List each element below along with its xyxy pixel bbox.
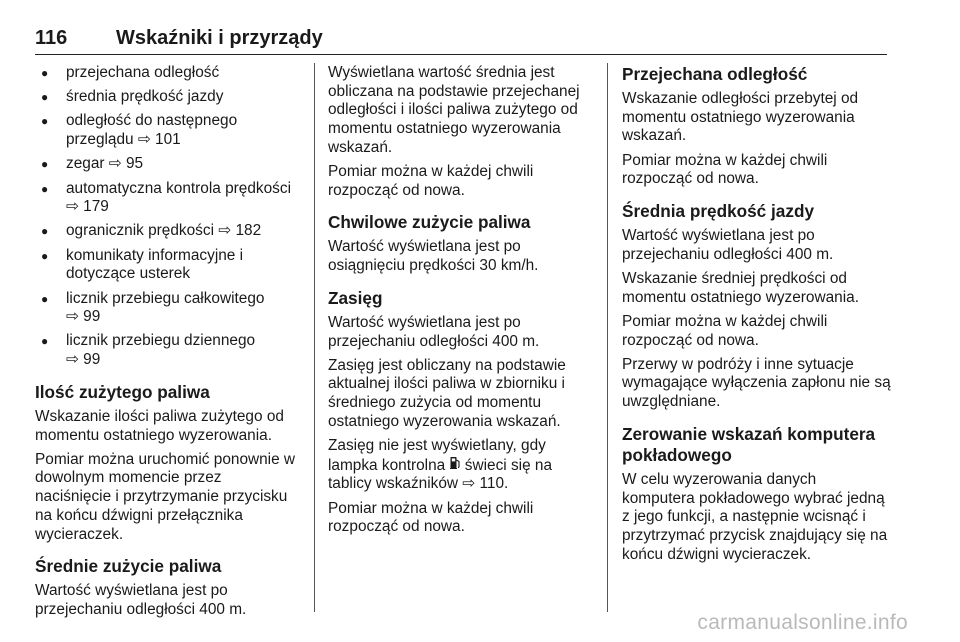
column-divider xyxy=(607,63,608,612)
paragraph: Wyświetlana wartość średnia jest obliczana na podstawie przejechanej odległości i ilości paliwa zużytego od momentu ostatniego wyzerowania wskazań. xyxy=(328,64,580,156)
paragraph: Wskazanie ilości paliwa zużytego od momentu ostatniego wyzerowania. xyxy=(35,407,284,444)
list-item: ● zegar ⇨ 95 xyxy=(35,155,297,174)
page-reference-link[interactable]: ⇨ 179 xyxy=(66,198,109,216)
paragraph: Pomiar można w każdej chwili rozpocząć od nowa. xyxy=(328,499,534,536)
list-item: ● przejechana odległość xyxy=(35,64,297,83)
column-divider xyxy=(314,63,315,612)
section-heading: Zasięg xyxy=(328,287,383,308)
paragraph: Wartość wyświetlana jest po przejechaniu odległości 400 m. xyxy=(35,582,247,618)
paragraph: W celu wyzerowania danych komputera pokładowego wybrać jedną z jego funkcji, a następnie wcisnąć i przytrzymać przycisk znajdujący się na końcu dźwigni wycieraczek. xyxy=(622,470,888,563)
paragraph: Wskazanie odległości przebytej od momentu ostatniego wyzerowania wskazań. xyxy=(622,90,859,145)
list-item: ● licznik przebiegu dziennego ⇨ 99 xyxy=(35,332,297,369)
paragraph: Zasięg jest obliczany na podstawie aktualnej ilości paliwa w zbiorniku i średniego zużycia od momentu ostatniego wyzerowania wskazań. xyxy=(328,356,566,430)
paragraph: Przerwy w podróży i inne sytuacje wymagające wyłączenia zapłonu nie są uwzględniane. xyxy=(622,355,891,411)
page-title: Wskaźniki i przyrządy xyxy=(116,27,323,49)
page-reference-link[interactable]: ⇨ 99 xyxy=(66,308,101,326)
list-item: ● średnia prędkość jazdy xyxy=(35,88,297,107)
paragraph: Wartość wyświetlana jest po przejechaniu odległości 400 m. xyxy=(622,227,834,263)
column-left xyxy=(35,64,297,625)
list-item: ● komunikaty informacyjne i dotyczące usterek xyxy=(35,247,297,284)
page-reference-link[interactable]: ⇨ 99 xyxy=(66,351,101,369)
page-reference-link[interactable]: ⇨ 101 xyxy=(137,131,181,149)
paragraph: Wskazanie średniej prędkości od momentu ostatniego wyzerowania. xyxy=(622,269,859,306)
function-list xyxy=(35,64,297,370)
section-heading: Ilość zużytego paliwa xyxy=(35,381,210,402)
page-number: 116 xyxy=(35,27,68,49)
paragraph: Pomiar można w każdej chwili rozpocząć od nowa. xyxy=(622,151,828,188)
section-heading: Zerowanie wskazań komputera pokładowego xyxy=(622,423,876,465)
paragraph: Pomiar można w każdej chwili rozpocząć od nowa. xyxy=(328,163,534,199)
section-heading: Średnia prędkość jazdy xyxy=(622,201,814,222)
list-item: ● licznik przebiegu całkowitego ⇨ 99 xyxy=(35,290,297,327)
section-heading: Przejechana odległość xyxy=(622,64,808,84)
column-middle xyxy=(328,64,596,543)
paragraph: Pomiar można uruchomić ponownie w dowolnym momencie przez naciśnięcie i przytrzymanie przycisku na końcu dźwigni przełącznika wycieraczek. xyxy=(35,450,296,543)
page-reference-link[interactable]: ⇨ 182 xyxy=(218,222,262,240)
watermark: carmanualsonline.info xyxy=(697,611,908,634)
page-reference-link[interactable]: ⇨ 95 xyxy=(108,155,144,173)
section-heading: Chwilowe zużycie paliwa xyxy=(328,212,531,233)
column-right xyxy=(622,64,892,570)
list-item: ● ogranicznik prędkości ⇨ 182 xyxy=(35,222,297,241)
section-heading: Średnie zużycie paliwa xyxy=(35,556,222,577)
paragraph: Zasięg nie jest wyświetlany, gdy lampka kontrolna świeci się na tablicy wskaźników ⇨ 110. xyxy=(328,437,553,493)
paragraph: Pomiar można w każdej chwili rozpocząć od nowa. xyxy=(622,312,828,349)
page-header xyxy=(35,27,887,55)
list-item: ● automatyczna kontrola prędkości ⇨ 179 xyxy=(35,180,297,217)
fuel-pump-icon xyxy=(450,456,461,475)
list-item: ● odległość do następnego przeglądu ⇨ 101 xyxy=(35,112,297,149)
page-reference-link[interactable]: ⇨ 110. xyxy=(462,475,509,493)
paragraph: Wartość wyświetlana jest po osiągnięciu prędkości 30 km/h. xyxy=(328,238,539,275)
paragraph: Wartość wyświetlana jest po przejechaniu odległości 400 m. xyxy=(328,313,540,350)
